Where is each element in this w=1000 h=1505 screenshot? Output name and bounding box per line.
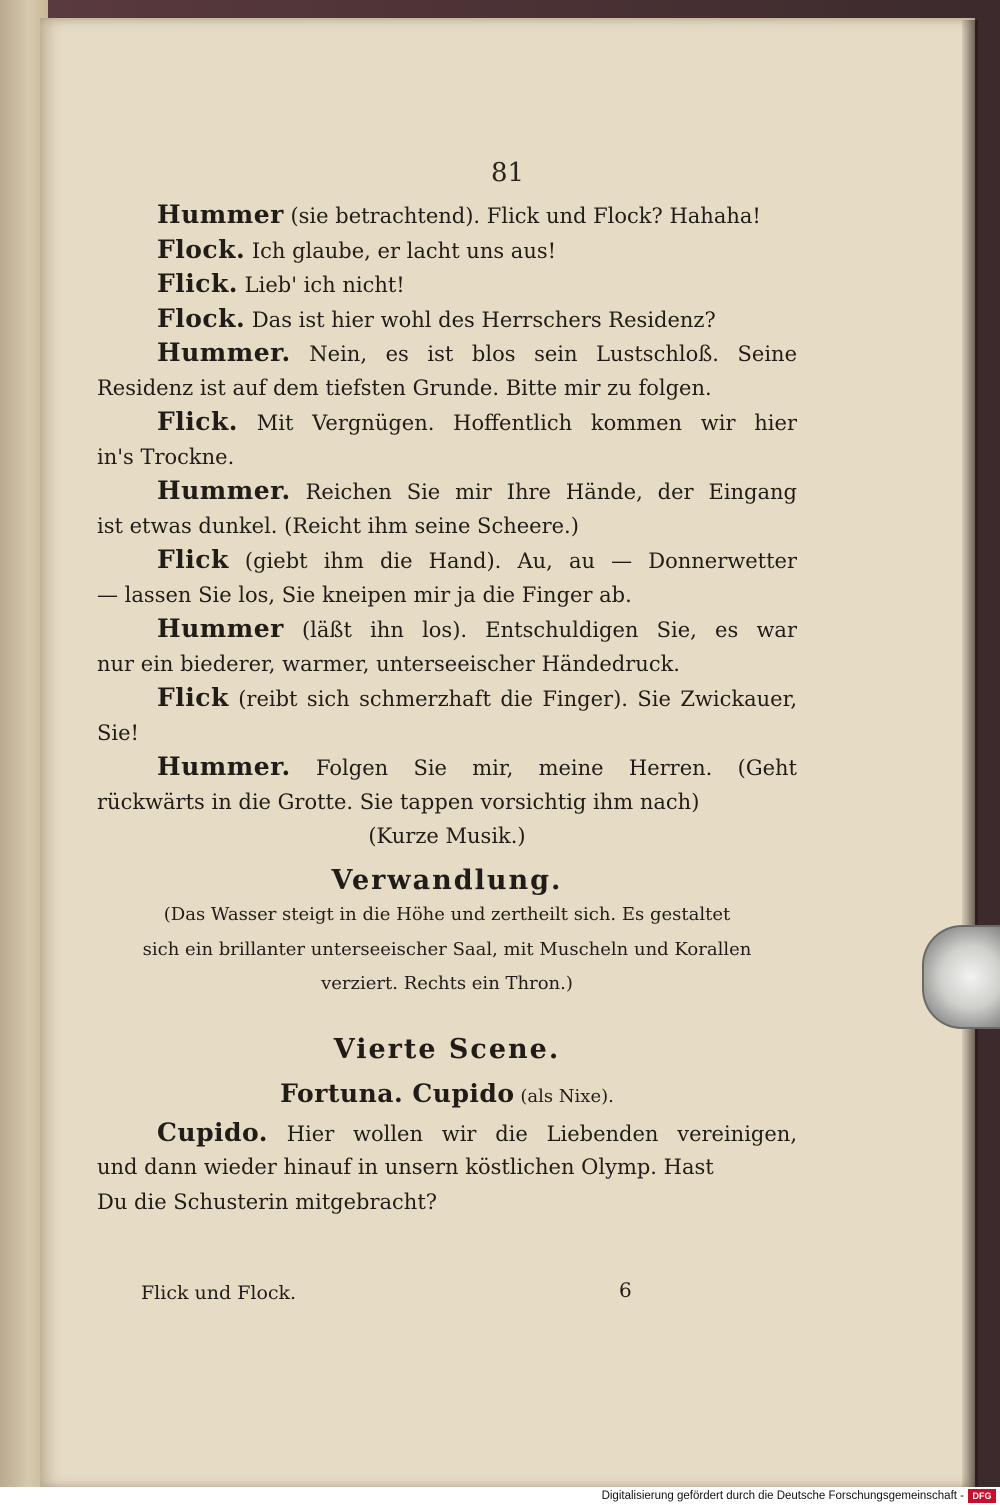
- scene-change-heading: Verwandlung.: [331, 864, 563, 896]
- text-line: [97, 233, 797, 268]
- line-text: und dann wieder hinauf in unsern köstlichen Olymp. Hast: [97, 1155, 714, 1179]
- scene-characters-names: Fortuna. Cupido: [280, 1078, 515, 1108]
- dialogue-block: [97, 198, 797, 854]
- scene-title: Vierte Scene.: [333, 1033, 561, 1065]
- speaker-name: Flick.: [157, 407, 238, 436]
- speaker-name: Hummer.: [157, 476, 291, 505]
- line-text: ist etwas dunkel. (Reicht ihm seine Scheere.): [97, 513, 579, 538]
- line-text: nur ein biederer, warmer, unterseeischer Händedruck.: [97, 651, 680, 676]
- line-text: rückwärts in die Grotte. Sie tappen vorsichtig ihm nach): [97, 789, 700, 814]
- text-line: [97, 302, 797, 337]
- line-text: Nein, es ist blos sein Lustschloß. Seine: [290, 342, 797, 366]
- line-text: Du die Schusterin mitgebracht?: [97, 1189, 438, 1214]
- text-line: [97, 681, 797, 716]
- text-line: [97, 1116, 797, 1151]
- text-line: [97, 543, 797, 578]
- page-text: [97, 198, 797, 1219]
- line-text: Mit Vergnügen. Hoffentlich kommen wir hier: [238, 411, 797, 435]
- line-text: Folgen Sie mir, meine Herren. (Geht: [290, 756, 797, 780]
- text-line: [97, 509, 797, 544]
- speaker-name: Flick: [157, 683, 229, 712]
- page-number: 81: [490, 158, 525, 188]
- text-line: [97, 647, 797, 682]
- dfg-logo: DFG: [968, 1489, 996, 1503]
- digitization-credit-bar: [0, 1487, 1000, 1505]
- line-text: Lieb' ich nicht!: [238, 273, 405, 297]
- stage-direction-line: sich ein brillanter unterseeischer Saal, mit Muscheln und Korallen: [142, 938, 752, 960]
- text-line: [97, 474, 797, 509]
- line-text: — lassen Sie los, Sie kneipen mir ja die Finger ab.: [97, 582, 632, 607]
- text-line: [97, 336, 797, 371]
- speaker-name: Flock.: [157, 234, 246, 264]
- speaker-name: Flock.: [157, 303, 246, 333]
- text-line: [97, 198, 797, 233]
- text-line: [97, 578, 797, 613]
- line-text: Das ist hier wohl des Herrschers Residenz?: [245, 307, 716, 332]
- text-line: [97, 750, 797, 785]
- speaker-name: Flick.: [157, 269, 238, 298]
- stage-direction-line: verziert. Rechts ein Thron.): [321, 973, 573, 994]
- speaker-name: Hummer: [157, 200, 284, 229]
- line-text: (reibt sich schmerzhaft die Finger). Sie Zwickauer,: [228, 687, 797, 711]
- text-line: [97, 440, 797, 475]
- stage-direction-line: (Das Wasser steigt in die Höhe und zertheilt sich. Es gestaltet: [163, 904, 731, 925]
- signature-title: Flick und Flock.: [141, 1282, 297, 1304]
- text-line: [97, 371, 797, 406]
- text-line: [97, 785, 797, 820]
- line-text: Reichen Sie mir Ihre Hände, der Eingang: [290, 480, 797, 504]
- text-line: [97, 1150, 797, 1185]
- scene-characters: [97, 1072, 797, 1116]
- credit-text: Digitalisierung gefördert durch die Deutsche Forschungsgemeinschaft -: [601, 1490, 964, 1502]
- text-line: [97, 612, 797, 647]
- line-text: Ich glaube, er lacht uns aus!: [245, 238, 557, 263]
- line-text: (sie betrachtend). Flick und Flock? Hahaha!: [283, 204, 761, 228]
- text-line: [97, 1185, 797, 1220]
- text-line: [97, 819, 797, 854]
- speaker-name: Hummer.: [157, 338, 291, 367]
- line-text: in's Trockne.: [97, 444, 235, 469]
- speaker-name: Cupido.: [157, 1117, 268, 1147]
- line-text: (giebt ihm die Hand). Au, au — Donnerwetter: [228, 549, 797, 573]
- sheet-number: 6: [619, 1278, 632, 1302]
- page-clip: [922, 925, 1000, 1029]
- speaker-name: Hummer.: [157, 752, 291, 781]
- line-text: (Kurze Musik.): [368, 824, 526, 848]
- page-right-shadow: [962, 20, 978, 1488]
- scene-dialogue-block: [97, 1116, 797, 1220]
- scene-characters-note: (als Nixe).: [514, 1085, 614, 1107]
- text-line: [97, 267, 797, 302]
- speaker-name: Hummer: [157, 614, 284, 643]
- line-text: Hier wollen wir die Liebenden vereinigen,: [267, 1121, 797, 1146]
- text-line: [97, 716, 797, 751]
- line-text: (läßt ihn los). Entschuldigen Sie, es war: [283, 618, 797, 642]
- text-line: [97, 405, 797, 440]
- speaker-name: Flick: [157, 545, 229, 574]
- line-text: Sie!: [97, 720, 139, 745]
- line-text: Residenz ist auf dem tiefsten Grunde. Bitte mir zu folgen.: [97, 375, 712, 400]
